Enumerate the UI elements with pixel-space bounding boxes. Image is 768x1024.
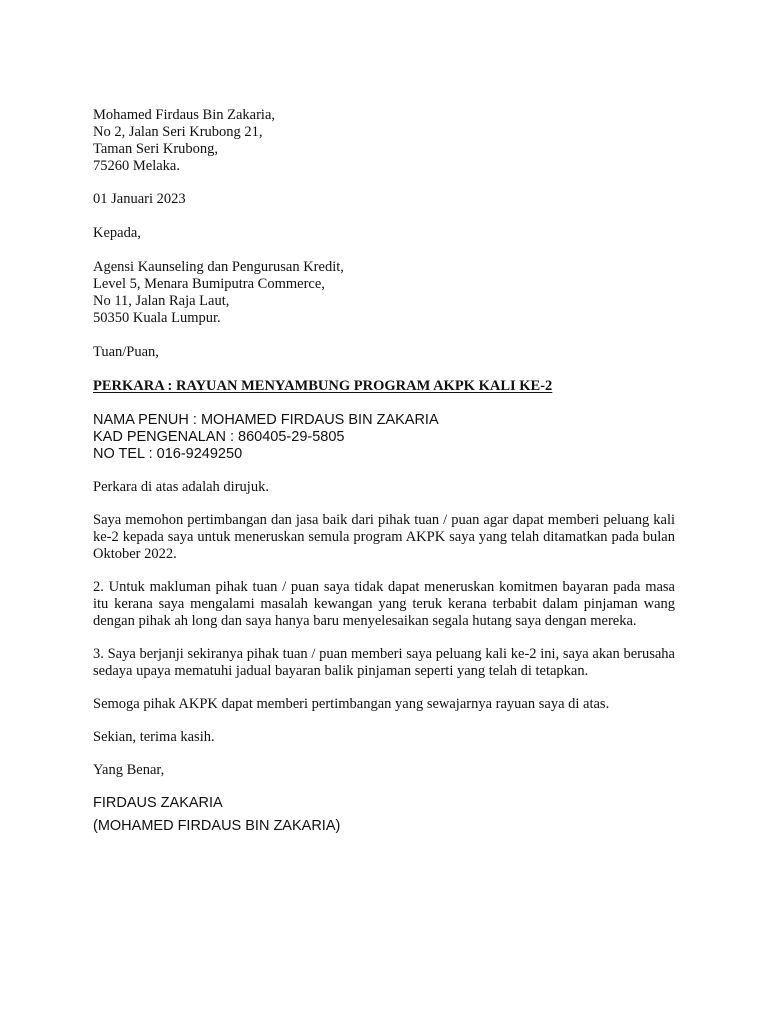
- letter-date: 01 Januari 2023: [93, 191, 186, 207]
- detail-phone: NO TEL : 016-9249250: [93, 446, 243, 462]
- signature-block: [93, 795, 675, 835]
- subject-heading: PERKARA : RAYUAN MENYAMBUNG PROGRAM AKPK KALI KE-2: [93, 378, 553, 394]
- salutation: Tuan/Puan,: [93, 344, 159, 360]
- recipient-address: [93, 259, 675, 327]
- sender-address-line-1: No 2, Jalan Seri Krubong 21,: [93, 124, 263, 140]
- signoff-closing: Yang Benar,: [93, 762, 165, 778]
- sender-address-line-3: 75260 Melaka.: [93, 158, 180, 174]
- recipient-name: Agensi Kaunseling dan Pengurusan Kredit,: [93, 259, 344, 275]
- detail-full-name: NAMA PENUH : MOHAMED FIRDAUS BIN ZAKARIA: [93, 412, 439, 428]
- paragraph-1: Saya memohon pertimbangan dan jasa baik dari pihak tuan / puan agar dapat memberi peluang kali ke-2 kepada saya untuk meneruskan semula program AKPK saya yang telah ditamatkan pada bulan Oktober 2022.: [93, 512, 675, 562]
- recipient-address-line-1: Level 5, Menara Bumiputra Commerce,: [93, 276, 325, 292]
- signature-short-name: FIRDAUS ZAKARIA: [93, 795, 223, 811]
- thanks-line: Sekian, terima kasih.: [93, 729, 215, 745]
- applicant-details: [93, 412, 675, 463]
- reference-line: Perkara di atas adalah dirujuk.: [93, 479, 269, 495]
- sender-name: Mohamed Firdaus Bin Zakaria,: [93, 107, 276, 123]
- recipient-address-line-2: No 11, Jalan Raja Laut,: [93, 293, 230, 309]
- paragraph-3: 3. Saya berjanji sekiranya pihak tuan / puan memberi saya peluang kali ke-2 ini, saya akan berusaha sedaya upaya mematuhi jadual bayaran balik pinjaman seperti yang telah di tetapkan.: [93, 646, 675, 679]
- sender-address: [93, 107, 675, 175]
- recipient-address-line-3: 50350 Kuala Lumpur.: [93, 310, 221, 326]
- paragraph-2: 2. Untuk makluman pihak tuan / puan saya tidak dapat meneruskan komitmen bayaran pada masa itu kerana saya mengalami masalah kewangan yang teruk kerana terbabit dalam pinjaman wang dengan pihak ah long dan saya hanya baru menyelesaikan segala hutang saya dengan mereka.: [93, 579, 675, 629]
- letter-content: [93, 107, 675, 835]
- sender-address-line-2: Taman Seri Krubong,: [93, 141, 219, 157]
- signature-full-name: (MOHAMED FIRDAUS BIN ZAKARIA): [93, 818, 341, 834]
- to-label: Kepada,: [93, 225, 141, 241]
- detail-ic-number: KAD PENGENALAN : 860405-29-5805: [93, 429, 345, 445]
- closing-wish: Semoga pihak AKPK dapat memberi pertimbangan yang sewajarnya rayuan saya di atas.: [93, 696, 610, 712]
